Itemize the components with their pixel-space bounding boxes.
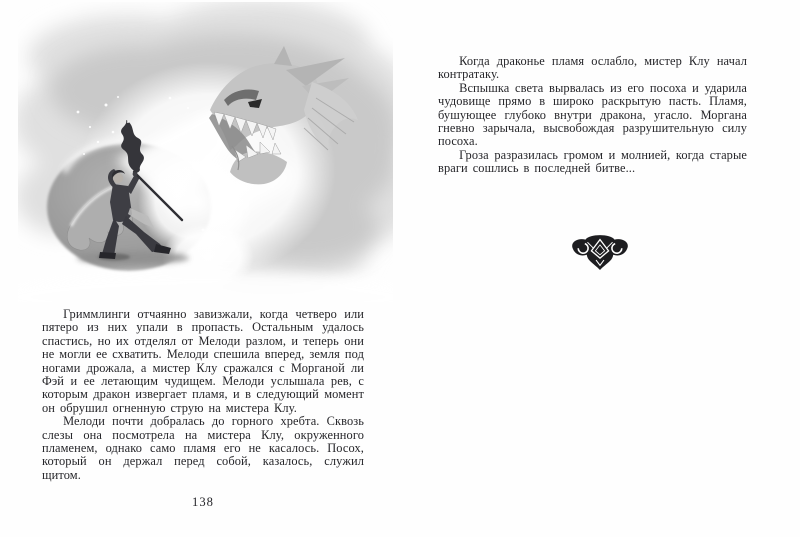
page-number: 138: [192, 495, 214, 509]
illustration-wizard-vs-dragon: [18, 2, 393, 302]
right-page: [400, 0, 800, 537]
paragraph: Вспышка света вырвалась из его посоха и ударила чудовище прямо в широко раскрытую пасть. Пламя, бушующее глубоко внутри дракона, угасло. Моргана гневно зарычала, высвобождая разрушительную силу посоха.: [438, 80, 747, 149]
paragraph: Гроза разразилась громом и молнией, когда старые враги сошлись в последней битве...: [438, 147, 747, 176]
illustration-canvas: [18, 2, 393, 302]
knotwork-ornament-icon: [400, 231, 800, 272]
paragraph: Мелоди почти добралась до горного хребта. Сквозь слезы она посмотрела на мистера Клу, окруженного пламенем, однако само пламя его не касалось. Посох, который он держал перед собой, казалось, служил щитом.: [42, 414, 364, 482]
ground-shadow: [77, 252, 189, 265]
paragraph: Когда драконье пламя ослабло, мистер Клу начал контратаку.: [438, 54, 747, 82]
wizard-boot: [99, 252, 116, 259]
right-page-text: [438, 55, 747, 176]
paragraph: Гриммлинги отчаянно завизжали, когда четверо или пятеро из них упали в пропасть. Остальным удалось спастись, но их отделял от Мелоди разлом, и теперь они не могли ее схватить. Мелоди спешила вперед, земля под ногами дрожала, а мистер Клу сражался с Морганой ли Фэй и ее летающим чудищем. Мелоди услышала рев, с которым дракон извергает пламя, и в следующий момент он обрушил огненную струю на мистера Клу.: [42, 307, 364, 415]
left-page-text: [42, 308, 364, 482]
